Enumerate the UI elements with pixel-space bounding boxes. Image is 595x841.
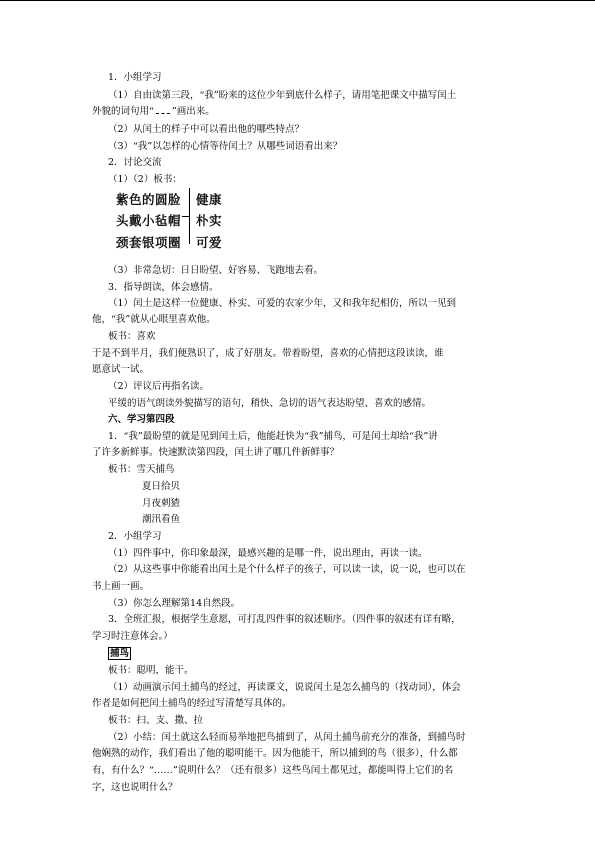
board-left-item: 头戴小毡帽 [116,213,182,228]
paragraph-line: 于是不到半月，我们便熟识了，成了好朋友。带着盼望，喜欢的心情把这段读读，谁 [92,348,444,359]
paragraph-line: 书上画一画。 [92,581,150,592]
paragraph-line: 字，这也说明什么？ [92,782,178,793]
board-list-item: 潮汛看鱼 [142,514,181,525]
paragraph-line: （1）四件事中，你印象最深，最感兴趣的是哪一件，说出理由，再读一读。 [108,548,428,559]
paragraph-line: （3）你怎么理解第14自然段。 [108,598,241,609]
board-right-item: 可爱 [196,235,223,250]
paragraph-line: 愿意试一试。 [92,364,150,375]
paragraph-line: 平缓的语气朗读外貌描写的语句，稍快、急切的语气表达盼望、喜欢的感情。 [108,398,432,409]
heading-group-study: 1．小组学习 [108,72,162,83]
heading-group-study-2: 2．小组学习 [108,531,162,542]
board-right-item: 健康 [196,192,223,207]
paragraph-line: 他娴熟的动作，我们看出了他的聪明能干。因为他能干，所以捕到的鸟（很多），什么都 [92,748,458,759]
top-rule [0,0,595,1]
paragraph-line: （3）“我”以怎样的心情等待闰土？从哪些词语看出来？ [108,141,343,152]
heading-discussion: 2．讨论交流 [108,157,162,168]
paragraph-line: 有，有什么？“……”说明什么？（还有很多）这些鸟闰土都见过，都能叫得上它们的名 [92,765,454,776]
board-list-item: 月夜刺猹 [142,498,181,509]
heading-reading: 3．指导朗读，体会感情。 [108,282,219,293]
board-connector [182,216,189,217]
board-note: 板书：扫、支、撒、拉 [108,715,204,726]
paragraph-line: （2）评议后再指名读。 [108,381,210,392]
paragraph-line: （1）闰土是这样一位健康、朴实、可爱的农家少年，又和我年纪相仿，所以一见到 [108,298,457,309]
board-right-item: 朴实 [196,213,223,228]
board-left-item: 颈套银项圈 [116,235,182,250]
wavy-underline-mark [156,109,170,114]
board-note: 板书：喜欢 [108,331,156,342]
paragraph-line: （3）非常急切：日日盼望、好容易、飞跑地去看。 [108,265,324,276]
paragraph-line: （1）（2）板书： [108,174,182,185]
paragraph-line: 3．全班汇报，根据学生意愿，可打乱四件事的叙述顺序。（四件事的叙述有详有略， [108,614,461,625]
paragraph-line: 1．“我”最盼望的就是见到闰土后，他能赶快为“我”捕鸟，可是闰土却给“我”讲 [108,431,438,442]
paragraph-line: （1）动画演示闰土捕鸟的经过，再读课文，说说闰土是怎么捕鸟的（找动词），体会 [108,682,461,693]
paragraph-line: （2）从闰土的样子中可以看出他的哪些特点？ [108,124,305,135]
boxed-subheading: 捕鸟 [110,648,130,659]
section-heading: 六、学习第四段 [108,414,175,425]
paragraph-line: 外貌的词句用“ ”画出来。 [92,106,215,117]
board-left-item: 紫色的圆脸 [116,192,182,207]
paragraph-line: 了许多新鲜事。快速默读第四段，闰土讲了哪几件新鲜事？ [92,447,340,458]
board-list-item: 夏日拾贝 [142,481,181,492]
board-note: 板书：雪天捕鸟 [108,464,175,475]
paragraph-line: （2）小结：闰土就这么轻而易举地把鸟捕到了，从闰土捕鸟前充分的准备，到捕鸟时 [108,732,466,743]
paragraph-line: 作者是如何把闰土捕鸟的经过写清楚写具体的。 [92,698,292,709]
board-note: 板书：聪明，能干。 [108,665,194,676]
board-bracket [189,188,190,244]
paragraph-line: （2）从这些事中你能看出闰土是个什么样子的孩子，可以读一读，说一说，也可以在 [108,564,466,575]
paragraph-line: （1）自由读第三段，“我”盼来的这位少年到底什么样子，请用笔把课文中描写闰土 [108,90,457,101]
paragraph-line: 学习时注意体会。） [92,631,173,642]
paragraph-line: 他，“我”就从心眼里喜欢他。 [92,314,216,325]
